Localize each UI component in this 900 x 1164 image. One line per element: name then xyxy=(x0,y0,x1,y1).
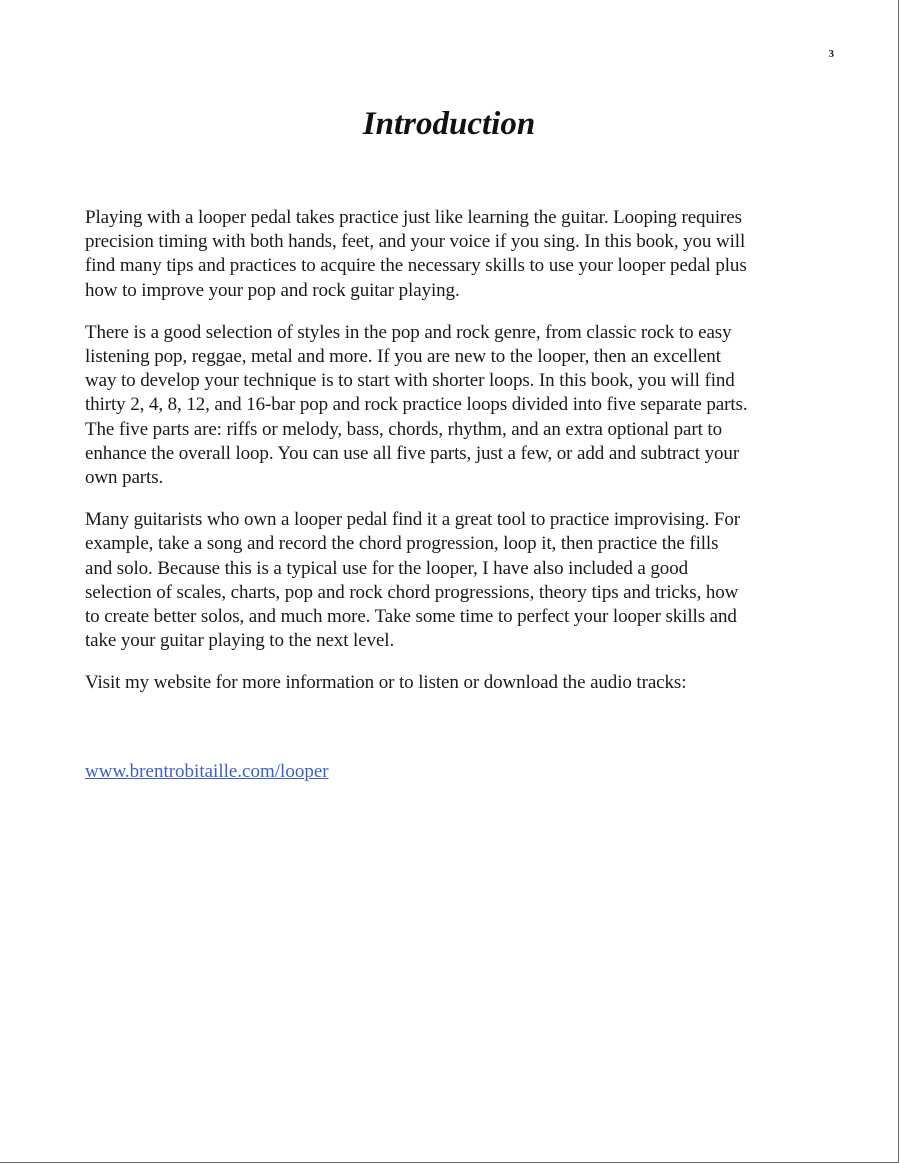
page-number: 3 xyxy=(828,48,834,60)
website-link[interactable]: www.brentrobitaille.com/looper xyxy=(85,761,329,782)
text-line: There is a good selection of styles in the pop and rock genre, from classic rock to easy xyxy=(85,321,732,343)
text-line: own parts. xyxy=(85,467,164,489)
text-line: thirty 2, 4, 8, 12, and 16-bar pop and rock practice loops divided into five separate parts. xyxy=(85,394,748,416)
text-line: Visit my website for more information or to listen or download the audio tracks: xyxy=(85,672,687,694)
text-line: listening pop, reggae, metal and more. If you are new to the looper, then an excellent xyxy=(85,346,721,368)
paragraph-improvising xyxy=(85,508,820,653)
text-line: take your guitar playing to the next level. xyxy=(85,630,395,652)
text-line: and solo. Because this is a typical use for the looper, I have also included a good xyxy=(85,557,688,579)
text-line: precision timing with both hands, feet, and your voice if you sing. In this book, you will xyxy=(85,231,746,253)
text-line: The five parts are: riffs or melody, bass, chords, rhythm, and an extra optional part to xyxy=(85,418,723,440)
text-line: find many tips and practices to acquire the necessary skills to use your looper pedal plus xyxy=(85,255,747,277)
paragraph-website xyxy=(85,671,820,695)
text-line: example, take a song and record the chord progression, loop it, then practice the fills xyxy=(85,533,719,555)
text-line: way to develop your technique is to start with shorter loops. In this book, you will find xyxy=(85,370,735,392)
paragraph-intro xyxy=(85,206,820,303)
text-line: Many guitarists who own a looper pedal find it a great tool to practice improvising. For xyxy=(85,509,741,531)
text-line: enhance the overall loop. You can use all five parts, just a few, or add and subtract your xyxy=(85,442,740,464)
body-text xyxy=(85,206,820,714)
paragraph-styles xyxy=(85,321,820,490)
text-line: selection of scales, charts, pop and rock chord progressions, theory tips and tricks, how xyxy=(85,581,739,603)
text-line: to create better solos, and much more. Take some time to perfect your looper skills and xyxy=(85,606,737,628)
text-line: Playing with a looper pedal takes practice just like learning the guitar. Looping requires xyxy=(85,207,742,228)
text-line: how to improve your pop and rock guitar playing. xyxy=(85,279,460,301)
page-title: Introduction xyxy=(362,106,536,142)
